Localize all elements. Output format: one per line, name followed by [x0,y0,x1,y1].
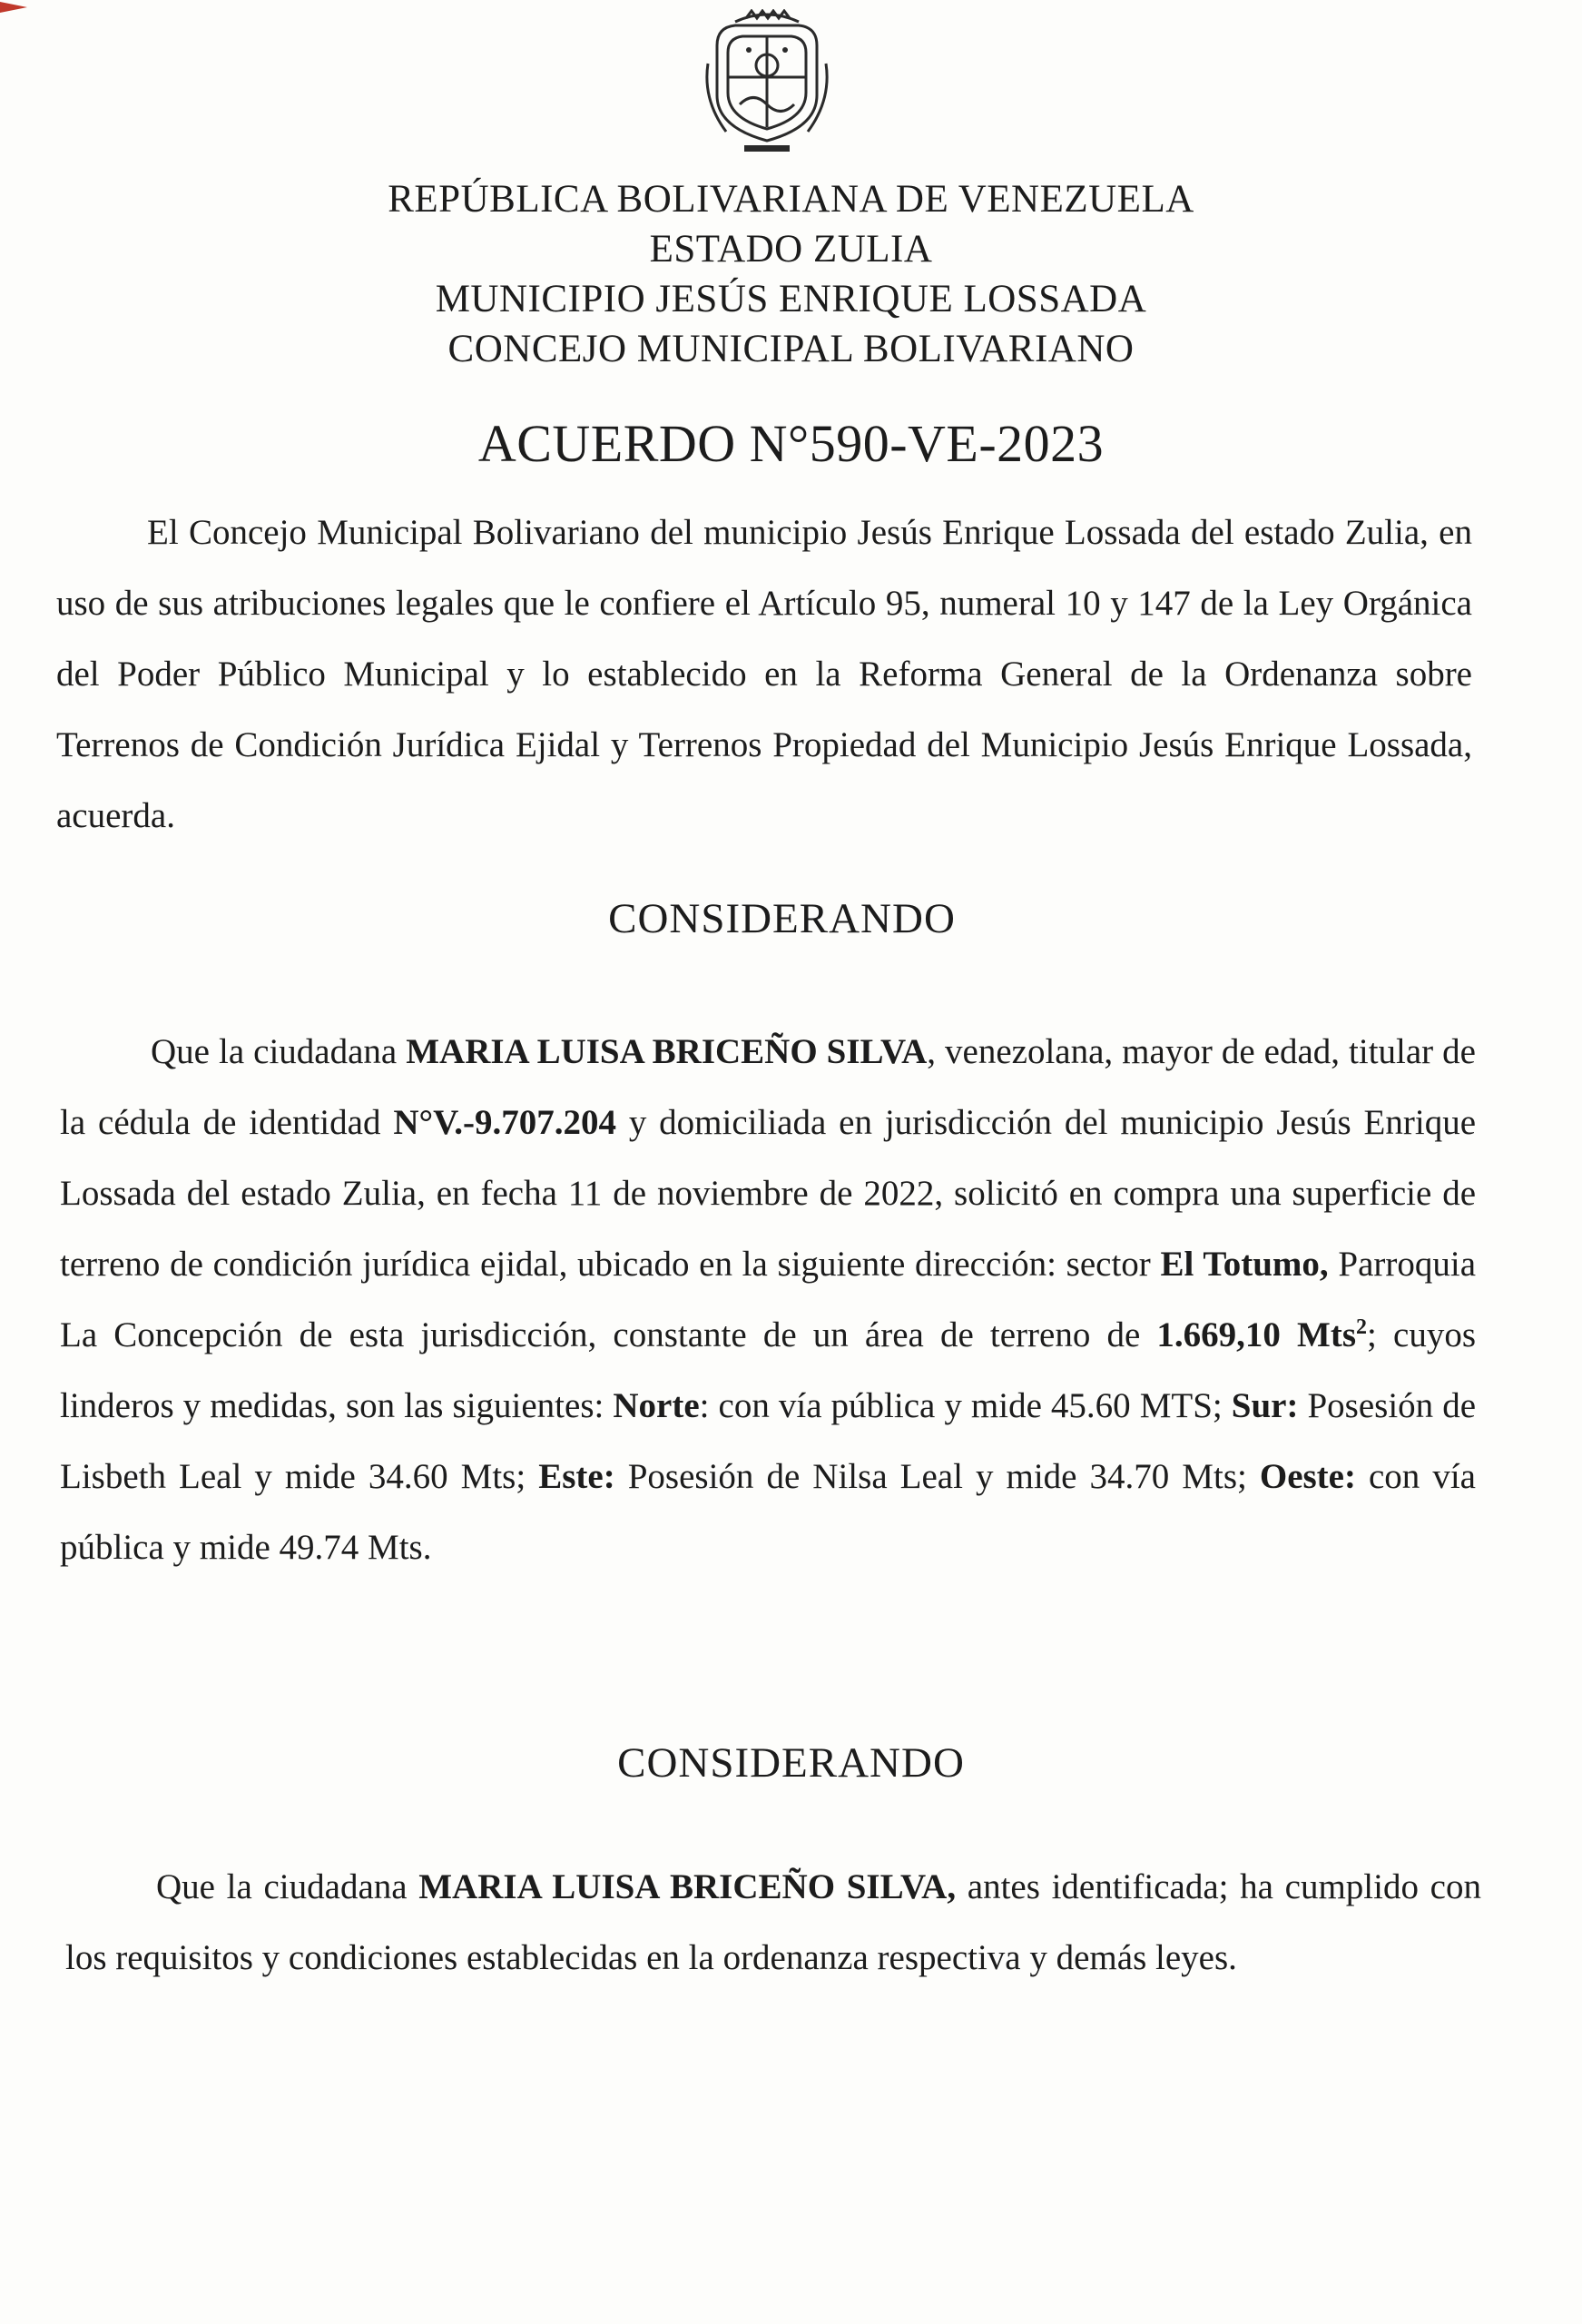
land-area: 1.669,10 Mts$^2$ [1156,1315,1368,1354]
considerando-2-text: Que la ciudadana MARIA LUISA BRICEÑO SILVA, antes identificada; ha cumplido con los requisitos y condiciones establecidas en la ordenanza respectiva y demás leyes. [65,1867,1481,1977]
header-republic: REPÚBLICA BOLIVARIANA DE VENEZUELA [388,178,1194,221]
boundary-west-label: Oeste: [1259,1457,1356,1496]
citizen-name-2: MARIA LUISA BRICEÑO SILVA, [418,1867,957,1906]
considerando-paragraph-2 [65,1852,1481,1994]
intro-paragraph [56,497,1472,852]
header-state: ESTADO ZULIA [649,228,933,271]
agreement-title: ACUERDO N°590-VE-2023 [477,414,1105,473]
boundary-east-label: Este: [538,1457,615,1496]
considerando-heading-2: CONSIDERANDO [617,1739,965,1787]
considerando-1-text: Que la ciudadana MARIA LUISA BRICEÑO SILVA, venezolana, mayor de edad, titular de la cédula de identidad N°V.-9.707.204 y domiciliada en jurisdicción del municipio Jesús Enrique Lossada del estado Zulia, en fecha 11 de noviembre de 2022, solicitó en compra una superficie de terreno de condición jurídica ejidal, ubicado en la siguiente dirección: sector El Totumo, Parroquia La Concepción de esta jurisdicción, constante de un área de terreno de 1.669,10 Mts$^2$; cuyos linderos y medidas, son las siguientes: Norte: con vía pública y mide 45.60 MTS; Sur: Posesión de Lisbeth Leal y mide 34.60 Mts; Este: Posesión de Nilsa Leal y mide 34.70 Mts; Oeste: con vía pública y mide 49.74 Mts. [60,1032,1477,1567]
boundary-north-label: Norte [613,1386,700,1425]
header-council: CONCEJO MUNICIPAL BOLIVARIANO [447,328,1135,370]
coat-of-arms-seal-icon [699,9,835,159]
considerando-heading-1: CONSIDERANDO [608,895,956,942]
citizen-name: MARIA LUISA BRICEÑO SILVA [406,1032,928,1071]
intro-text: El Concejo Municipal Bolivariano del municipio Jesús Enrique Lossada del estado Zulia, en uso de sus atribuciones legales que le confiere el Artículo 95, numeral 10 y 147 de la Ley Orgánica del Poder Público Municipal y lo establecido en la Reforma General de la Ordenanza sobre Terrenos de Condición Jurídica Ejidal y Terrenos Propiedad del Municipio Jesús Enrique Lossada, acuerda. [56,513,1472,835]
boundary-south-label: Sur: [1231,1386,1299,1425]
considerando-paragraph-1 [60,1017,1476,1583]
sector-name: El Totumo, [1160,1245,1329,1284]
header-municipality: MUNICIPIO JESÚS ENRIQUE LOSSADA [435,278,1147,320]
id-number: N°V.-9.707.204 [393,1103,616,1142]
corner-mark-icon [0,0,36,18]
document-header [0,174,1582,374]
